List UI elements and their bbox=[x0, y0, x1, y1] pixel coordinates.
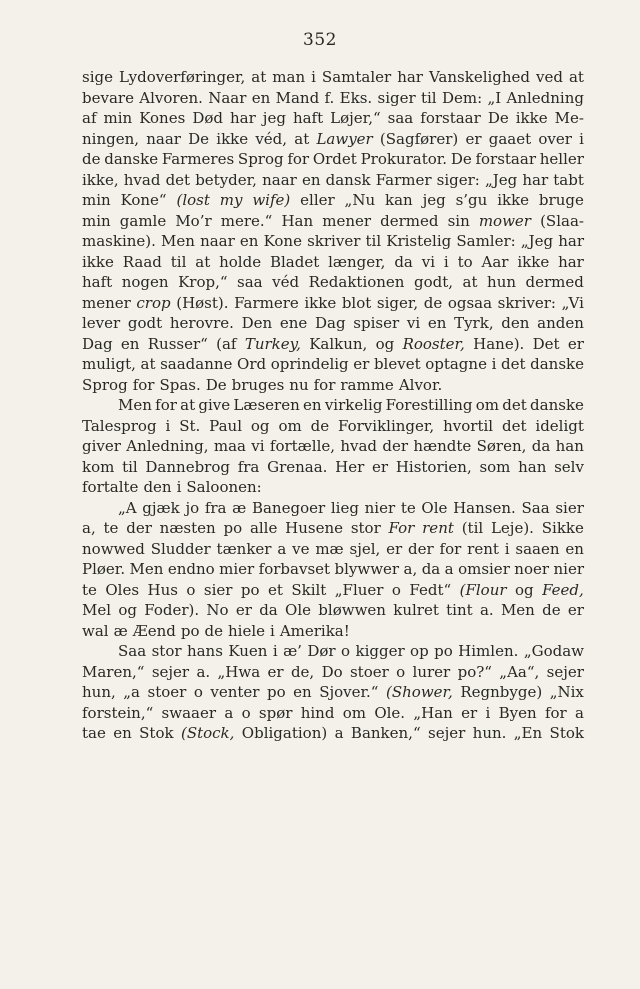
text-line: min Kone“ (lost my wife) eller „Nu kan jeg s’gu ikke bruge bbox=[82, 191, 584, 209]
text-line: wal æ Æend po de hiele i Amerika! bbox=[82, 621, 350, 640]
text-line: hun, „a stoer o venter po en Sjover.“ (Shower, Regnbyge) „Nix bbox=[82, 683, 584, 701]
page-number: 352 bbox=[303, 30, 337, 50]
text-line: nowwed Sludder tænker a ve mæ sjel, er der for rent i saaen en bbox=[82, 539, 584, 558]
text-line: Pløer. Men endno mier forbavset blywwer a, da a omsier noer nier bbox=[82, 560, 584, 578]
text-line: tae en Stok (Stock, Obligation) a Banken,“ sejer hun. „En Stok bbox=[82, 724, 584, 742]
text-line: giver Anledning, maa vi fortælle, hvad der hændte Søren, da han bbox=[82, 437, 584, 455]
text-line: sige Lydoverføringer, at man i Samtaler har Vanskelighed ved at bbox=[82, 68, 584, 86]
text-line: te Oles Hus o sier po et Skilt „Fluer o Fedt“ (Flour og Feed, bbox=[82, 580, 584, 599]
text-line: a, te der næsten po alle Husene stor For rent (til Leje). Sikke bbox=[82, 519, 584, 537]
text-line: min gamle Mo’r mere.“ Han mener dermed sin mower (Slaa- bbox=[82, 211, 584, 230]
text-line: lever godt herovre. Den ene Dag spiser vi en Tyrk, den anden bbox=[82, 314, 584, 332]
text-line: Saa stor hans Kuen i æ’ Dør o kigger op po Himlen. „Godaw bbox=[118, 642, 584, 660]
text-line: Maren,“ sejer a. „Hwa er de, Do stoer o lurer po?“ „Aa“, sejer bbox=[82, 662, 584, 681]
body-text bbox=[82, 67, 584, 744]
text-line: bevare Alvoren. Naar en Mand f. Eks. siger til Dem: „I Anledning bbox=[82, 88, 584, 107]
text-line: mener crop (Høst). Farmere ikke blot siger, de ogsaa skriver: „Vi bbox=[82, 293, 584, 312]
text-line: haft nogen Krop,“ saa véd Redaktionen godt, at hun dermed bbox=[82, 273, 584, 291]
text-line: Dag en Russer“ (af Turkey, Kalkun, og Rooster, Hane). Det er bbox=[82, 334, 584, 353]
text-line: forstein,“ swaaer a o spør hind om Ole. „Han er i Byen for a bbox=[82, 703, 584, 722]
text-line: ikke, hvad det betyder, naar en dansk Farmer siger: „Jeg har tabt bbox=[82, 170, 584, 189]
text-line: ningen, naar De ikke véd, at Lawyer (Sagfører) er gaaet over i bbox=[82, 129, 584, 148]
text-line: de danske Farmeres Sprog for Ordet Prokurator. De forstaar heller bbox=[82, 150, 584, 168]
text-line: Talesprog i St. Paul og om de Forviklinger, hvortil det ideligt bbox=[82, 416, 584, 435]
text-line: kom til Dannebrog fra Grenaa. Her er Historien, som han selv bbox=[82, 457, 584, 476]
text-line: maskine). Men naar en Kone skriver til Kristelig Samler: „Jeg har bbox=[82, 232, 584, 250]
text-line: af min Kones Død har jeg haft Løjer,“ saa forstaar De ikke Me- bbox=[82, 109, 584, 127]
text-line: ikke Raad til at holde Bladet længer, da vi i to Aar ikke har bbox=[82, 252, 584, 271]
text-line: muligt, at saadanne Ord oprindelig er blevet optagne i det danske bbox=[82, 355, 584, 373]
text-line: fortalte den i Saloonen: bbox=[82, 478, 262, 496]
text-line: Mel og Foder). No er da Ole bløwwen kulret tint a. Men de er bbox=[82, 601, 584, 619]
text-line: „A gjæk jo fra æ Banegoer lieg nier te Ole Hansen. Saa sier bbox=[118, 498, 584, 517]
text-line: Sprog for Spas. De bruges nu for ramme Alvor. bbox=[82, 375, 443, 394]
text-line: Men for at give Læseren en virkelig Forestilling om det danske bbox=[118, 396, 584, 414]
